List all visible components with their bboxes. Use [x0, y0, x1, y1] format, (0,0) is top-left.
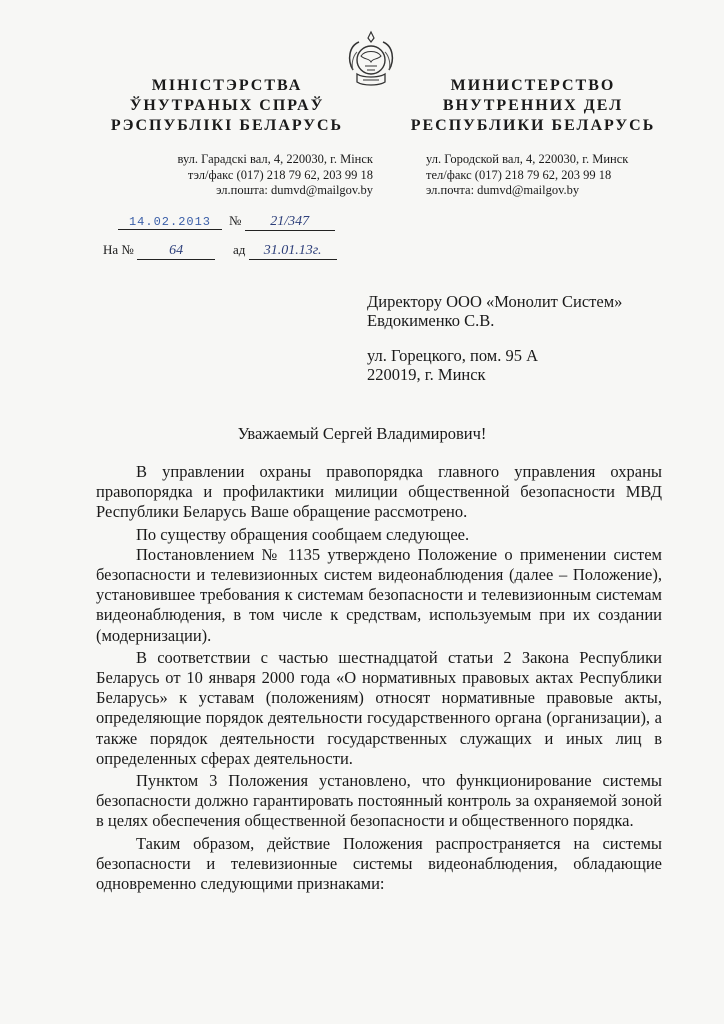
header-by-line2: ЎНУТРАНЫХ СПРАЎ — [129, 97, 325, 114]
contact-block-ru — [426, 152, 666, 199]
paragraph: В управлении охраны правопорядка главного управления охраны правопорядка и профилактики милиции общественной безопасности МВД Республики Беларусь Ваше обращение рассмотрено. — [96, 462, 662, 522]
incoming-value: 64 — [137, 243, 215, 260]
number-value: 21/347 — [245, 214, 335, 231]
recipient-address2: 220019, г. Минск — [367, 365, 486, 384]
paragraph: В соответствии с частью шестнадцатой статьи 2 Закона Республики Беларусь от 10 января 2000 года «О нормативных правовых актах Республики Беларусь» к уставам (положениям) относят нормативные правовые акты, определяющие порядок деятельности государственного органа (организации), а также порядок деятельности государственных служащих и иных лиц в определенных сферах деятельности. — [96, 647, 662, 768]
ministry-header-ru — [402, 76, 664, 136]
outgoing-date-field — [118, 213, 222, 230]
email-ru: эл.почта: dumvd@mailgov.by — [426, 183, 580, 197]
outgoing-number-field — [229, 213, 335, 231]
header-ru-line2: ВНУТРЕННИХ ДЕЛ — [442, 97, 624, 114]
letter-body — [96, 462, 662, 894]
contact-block-by — [143, 152, 373, 199]
paragraph: Пунктом 3 Положения установлено, что функционирование системы безопасности должно гарантировать постоянный контроль за охраняемой зоной в целях обеспечения общественной безопасности и общественного порядка. — [96, 771, 662, 831]
incoming-number-field — [103, 242, 215, 260]
incoming-label: На № — [103, 242, 134, 257]
address-by: вул. Гарадскі вал, 4, 220030, г. Мінск — [177, 152, 373, 166]
recipient-address — [367, 346, 538, 384]
recipient-line2: Евдокименко С.В. — [367, 311, 495, 330]
number-label: № — [229, 213, 242, 228]
header-by-line3: РЭСПУБЛІКІ БЕЛАРУСЬ — [110, 117, 344, 134]
paragraph: По существу обращения сообщаем следующее. — [136, 524, 470, 544]
header-by-line1: МІНІСТЭРСТВА — [151, 77, 303, 94]
phone-ru: тел/факс (017) 218 79 62, 203 99 18 — [426, 167, 612, 182]
from-value: 31.01.13г. — [249, 243, 337, 260]
header-ru-line1: МИНИСТЕРСТВО — [450, 77, 616, 94]
paragraph: Таким образом, действие Положения распространяется на системы безопасности и телевизионные системы видеонаблюдения, обладающие одновременно следующими признаками: — [96, 833, 662, 894]
from-label: ад — [233, 242, 246, 257]
address-ru: ул. Городской вал, 4, 220030, г. Минск — [426, 152, 629, 166]
incoming-date-field — [233, 242, 337, 260]
recipient-address1: ул. Горецкого, пом. 95 А — [367, 346, 539, 365]
recipient-line1: Директору ООО «Монолит Систем» — [367, 292, 623, 311]
paragraph: Постановлением № 1135 утверждено Положение о применении систем безопасности и телевизионных систем видеонаблюдения (далее – Положение), установившее требования к системам безопасности и телевизионным системам видеонаблюдения, в том числе к средствам, используемым при их создании (модернизации). — [96, 544, 662, 645]
salutation: Уважаемый Сергей Владимирович! — [237, 424, 487, 443]
phone-by: тэл/факс (017) 218 79 62, 203 99 18 — [187, 167, 373, 182]
header-ru-line3: РЕСПУБЛИКИ БЕЛАРУСЬ — [410, 117, 656, 134]
email-by: эл.пошта: dumvd@mailgov.by — [216, 183, 373, 197]
recipient-block — [367, 292, 622, 330]
ministry-header-by — [98, 76, 356, 136]
date-stamp: 14.02.2013 — [118, 215, 222, 230]
